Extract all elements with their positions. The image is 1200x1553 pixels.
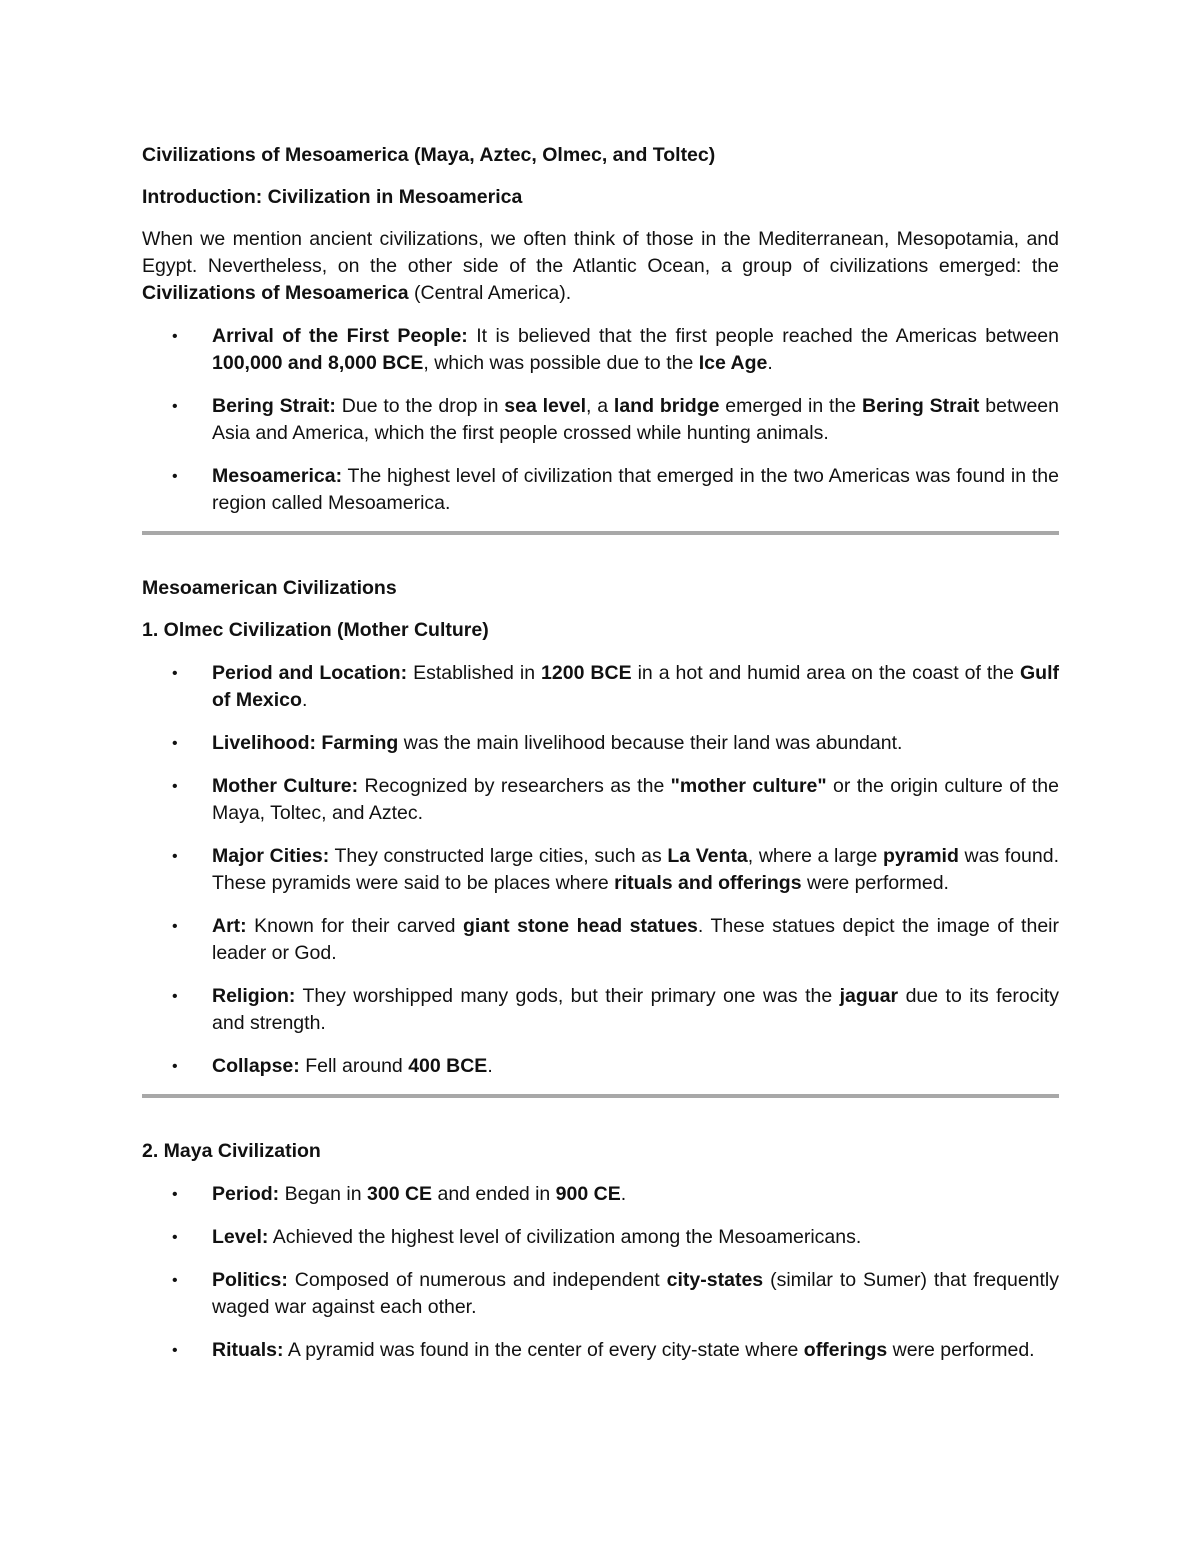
item-text: was found. These pyramids were said to be places where: [212, 845, 1059, 894]
item-text: Began in: [279, 1183, 368, 1205]
item-bold: 100,000 and 8,000 BCE: [212, 352, 424, 374]
item-bold: rituals and offerings: [614, 872, 802, 894]
item-text: It is believed that the first people reached the Americas between: [467, 325, 1059, 347]
item-text: The highest level of civilization that emerged in the two Americas was found in the region called Mesoamerica.: [212, 465, 1059, 514]
bullet-glyph: •: [172, 918, 178, 935]
bullet-glyph: •: [172, 1229, 178, 1246]
bullet-glyph: •: [172, 988, 178, 1005]
item-bold: 400 BCE: [408, 1055, 488, 1077]
bullet-glyph: •: [172, 665, 178, 682]
item-text: , a: [586, 395, 614, 417]
item-text: between Asia and America, which the first people crossed while hunting animals.: [212, 395, 1059, 444]
item-label: Mesoamerica:: [212, 465, 343, 487]
item-text: emerged in the: [719, 395, 862, 417]
list-item: [142, 983, 1059, 1037]
item-bold: La Venta: [667, 845, 748, 867]
item-text: .: [620, 1183, 627, 1205]
item-label: Art:: [212, 915, 247, 937]
item-label: Collapse:: [212, 1055, 300, 1077]
list-item: [142, 1181, 1059, 1208]
item-text: Fell around: [299, 1055, 409, 1077]
item-bold: land bridge: [613, 395, 720, 417]
list-item: [142, 1224, 1059, 1251]
item-text: . These statues depict the image of their leader or God.: [212, 915, 1059, 964]
item-bold: 1200 BCE: [541, 662, 632, 684]
item-text: was the main livelihood because their land was abundant.: [398, 732, 903, 754]
item-text: , which was possible due to the: [423, 352, 699, 374]
bullet-glyph: •: [172, 735, 178, 752]
bullet-glyph: •: [172, 328, 178, 345]
item-label: Period:: [212, 1183, 280, 1205]
item-bold: offerings: [803, 1339, 888, 1361]
intro-heading: Introduction: Civilization in Mesoamerica: [142, 186, 523, 208]
maya-bullet-list: [142, 1181, 1059, 1364]
item-label: Period and Location:: [212, 662, 408, 684]
item-text: A pyramid was found in the center of every city-state where: [283, 1339, 804, 1361]
item-label: Arrival of the First People:: [212, 325, 468, 347]
item-text: in a hot and humid area on the coast of the: [631, 662, 1021, 684]
intro-bullet-list: [142, 323, 1059, 517]
item-bold: Farming: [321, 732, 399, 754]
item-bold: jaguar: [839, 985, 899, 1007]
list-item: [142, 730, 1059, 757]
document-title: Civilizations of Mesoamerica (Maya, Aztec, Olmec, and Toltec): [142, 144, 716, 166]
item-text: They constructed large cities, such as: [329, 845, 668, 867]
maya-heading: 2. Maya Civilization: [142, 1140, 321, 1162]
item-label: Mother Culture:: [212, 775, 359, 797]
item-bold: "mother culture": [670, 775, 827, 797]
item-text: .: [301, 689, 308, 711]
list-item: [142, 1267, 1059, 1321]
item-label: Major Cities:: [212, 845, 330, 867]
item-bold: 900 CE: [555, 1183, 621, 1205]
section-divider: [142, 1094, 1059, 1098]
list-item: [142, 463, 1059, 517]
item-text: .: [767, 352, 773, 374]
intro-text-part: (Central America).: [408, 282, 572, 304]
item-text: Composed of numerous and independent: [287, 1269, 667, 1291]
bullet-glyph: •: [172, 778, 178, 795]
item-label: Livelihood:: [212, 732, 316, 754]
item-text: Recognized by researchers as the: [358, 775, 671, 797]
item-bold: Ice Age: [698, 352, 768, 374]
item-label: Religion:: [212, 985, 296, 1007]
item-text: due to its ferocity and strength.: [212, 985, 1059, 1034]
item-text: Achieved the highest level of civilization among the Mesoamericans.: [268, 1226, 862, 1248]
item-bold: pyramid: [883, 845, 959, 867]
list-item: [142, 660, 1059, 714]
list-item: [142, 913, 1059, 967]
item-label: Rituals:: [212, 1339, 284, 1361]
item-text: (similar to Sumer) that frequently waged war against each other.: [212, 1269, 1060, 1318]
item-text: .: [487, 1055, 493, 1077]
item-text: Due to the drop in: [335, 395, 505, 417]
intro-text-part: When we mention ancient civilizations, we often think of those in the Mediterranean, Mesopotamia, and Egypt. Nevertheless, on the other side of the Atlantic Ocean, a group of civilizations emerged: the: [142, 228, 1059, 277]
bullet-glyph: •: [172, 1186, 178, 1203]
item-bold: sea level: [504, 395, 586, 417]
item-text: or the origin culture of the Maya, Toltec, and Aztec.: [212, 775, 1060, 824]
item-label: Politics:: [212, 1269, 288, 1291]
bullet-glyph: •: [172, 1058, 178, 1075]
bullet-glyph: •: [172, 1342, 178, 1359]
item-text: were performed.: [801, 872, 949, 894]
item-text: They worshipped many gods, but their primary one was the: [295, 985, 840, 1007]
intro-text-bold: Civilizations of Mesoamerica: [142, 282, 409, 304]
document-page: [142, 138, 1059, 1364]
list-item: [142, 323, 1059, 377]
item-bold: giant stone head statues: [463, 915, 698, 937]
item-text: Established in: [407, 662, 542, 684]
item-bold: city-states: [666, 1269, 764, 1291]
item-text: Known for their carved: [246, 915, 464, 937]
bullet-glyph: •: [172, 398, 178, 415]
list-item: [142, 393, 1059, 447]
bullet-glyph: •: [172, 468, 178, 485]
list-item: [142, 843, 1059, 897]
item-bold: 300 CE: [367, 1183, 433, 1205]
list-item: [142, 1053, 1059, 1080]
olmec-bullet-list: [142, 660, 1059, 1080]
item-bold: Gulf of Mexico: [212, 662, 1060, 711]
list-item: [142, 1337, 1059, 1364]
intro-paragraph: [142, 226, 1059, 307]
bullet-glyph: •: [172, 848, 178, 865]
item-bold: Bering Strait: [861, 395, 980, 417]
item-text: were performed.: [887, 1339, 1035, 1361]
item-text: , where a large: [747, 845, 883, 867]
item-label: Bering Strait:: [212, 395, 336, 417]
item-label: Level:: [212, 1226, 269, 1248]
olmec-heading: 1. Olmec Civilization (Mother Culture): [142, 619, 489, 641]
section-divider: [142, 531, 1059, 535]
list-item: [142, 773, 1059, 827]
section-heading: Mesoamerican Civilizations: [142, 577, 397, 599]
item-text: and ended in: [432, 1183, 556, 1205]
bullet-glyph: •: [172, 1272, 178, 1289]
